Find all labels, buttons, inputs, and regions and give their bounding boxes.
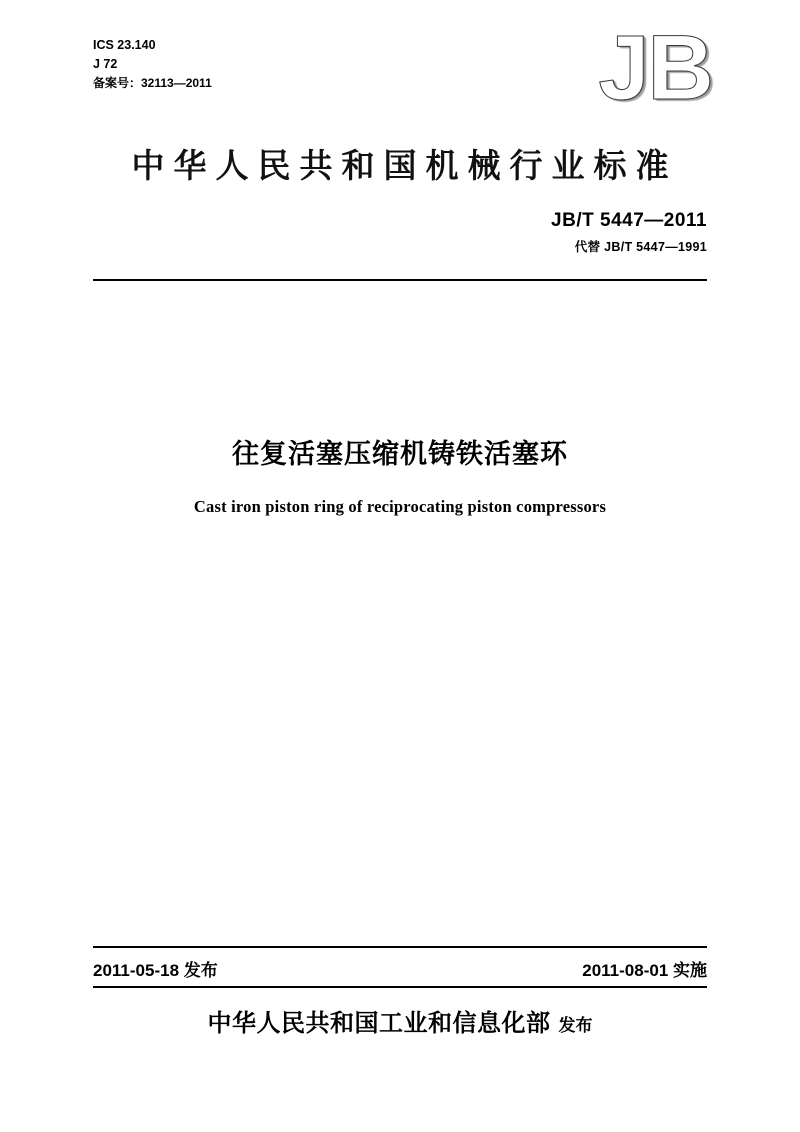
standard-number-block <box>551 210 707 255</box>
divider-top <box>93 279 707 281</box>
implementation-date: 2011-08-01 实施 <box>582 960 707 980</box>
issue-date: 2011-05-18 发布 <box>93 960 218 980</box>
ics-code: ICS 23.140 <box>93 38 156 52</box>
record-number: 备案号：32113—2011 <box>93 76 212 90</box>
document-title-english: Cast iron piston ring of reciprocating piston compressors <box>193 497 607 516</box>
issuer-block <box>0 1003 800 1038</box>
category-code: J 72 <box>93 57 118 71</box>
document-title-chinese: 往复活塞压缩机铸铁活塞环 <box>232 439 568 469</box>
divider-bottom-upper <box>93 946 707 948</box>
issuer-verb: 发布 <box>558 1016 593 1035</box>
standard-number: JB/T 5447—2011 <box>551 210 707 231</box>
jb-logo: JB <box>598 17 712 119</box>
national-standard-title: 中华人民共和国机械行业标准 <box>131 147 678 184</box>
issuer-name: 中华人民共和国工业和信息化部 <box>207 1010 551 1037</box>
divider-bottom-lower <box>93 986 707 988</box>
standard-replaces: 代替 JB/T 5447—1991 <box>574 240 707 254</box>
header-meta-block <box>93 36 212 93</box>
date-row <box>93 952 707 984</box>
